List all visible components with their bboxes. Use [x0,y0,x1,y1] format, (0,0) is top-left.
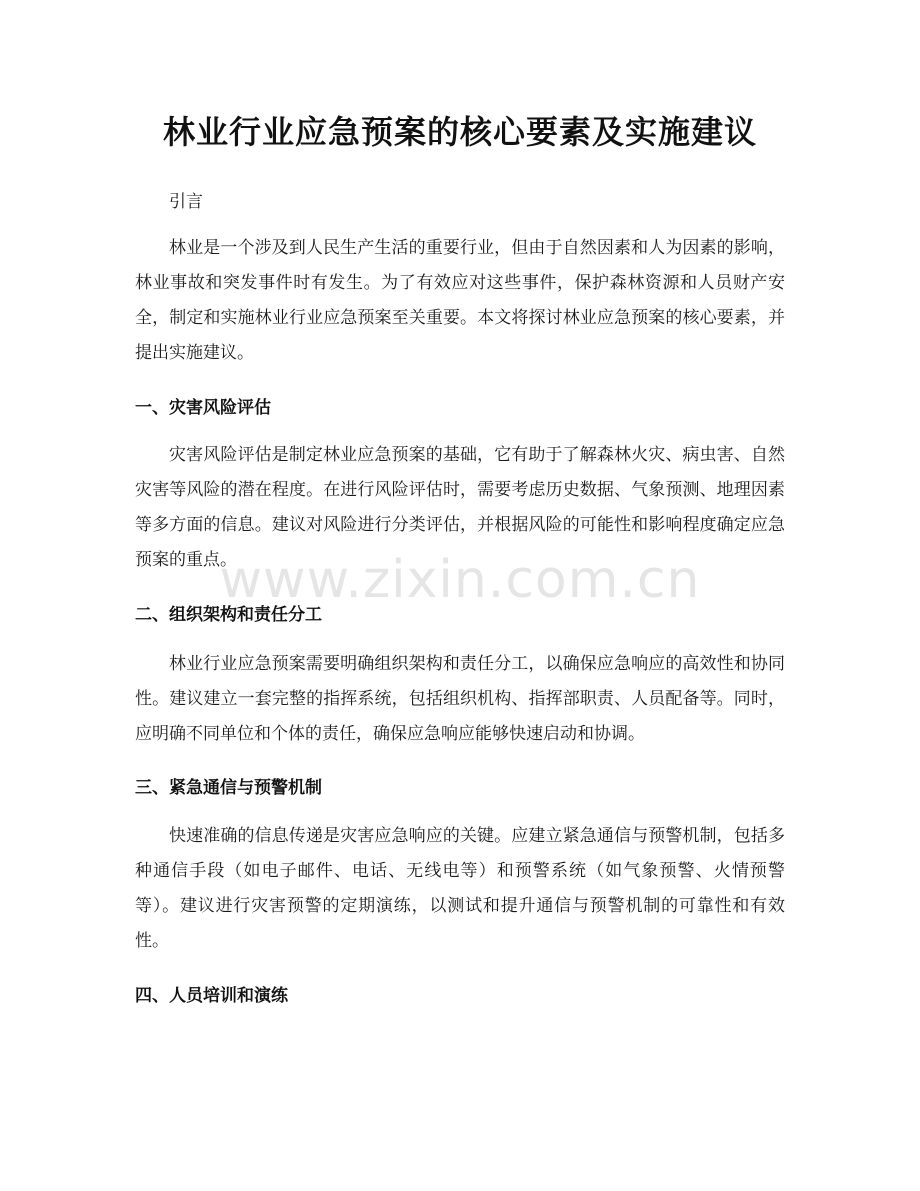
section-heading-training: 四、人员培训和演练 [135,986,288,1006]
section-paragraph-communication: 快速准确的信息传递是灾害应急响应的关键。应建立紧急通信与预警机制，包括多种通信手段（如电子邮件、电话、无线电等）和预警系统（如气象预警、火情预警等）。建议进行灾害预警的定期演练，以测试和提升通信与预警机制的可靠性和有效性。 [135,826,785,951]
section-heading-organization: 二、组织架构和责任分工 [135,605,322,625]
document-title: 林业行业应急预案的核心要素及实施建议 [162,113,757,151]
watermark: www.zixin.com.cn [219,550,701,610]
section-paragraph-risk-assessment: 灾害风险评估是制定林业应急预案的基础，它有助于了解森林火灾、病虫害、自然灾害等风险的潜在程度。在进行风险评估时，需要考虑历史数据、气象预测、地理因素等多方面的信息。建议对风险进行分类评估，并根据风险的可能性和影响程度确定应急预案的重点。 [135,445,785,570]
section-paragraph-organization: 林业行业应急预案需要明确组织架构和责任分工，以确保应急响应的高效性和协同性。建议建立一套完整的指挥系统，包括组织机构、指挥部职责、人员配备等。同时，应明确不同单位和个体的责任，确保应急响应能够快速启动和协调。 [135,654,785,744]
section-heading-communication: 三、紧急通信与预警机制 [135,778,322,798]
section-heading-risk-assessment: 一、灾害风险评估 [135,398,271,418]
intro-paragraph: 林业是一个涉及到人民生产生活的重要行业，但由于自然因素和人为因素的影响，林业事故和突发事件时有发生。为了有效应对这些事件，保护森林资源和人员财产安全，制定和实施林业行业应急预案至关重要。本文将探讨林业应急预案的核心要素，并提出实施建议。 [135,238,785,363]
intro-label: 引言 [169,192,203,212]
